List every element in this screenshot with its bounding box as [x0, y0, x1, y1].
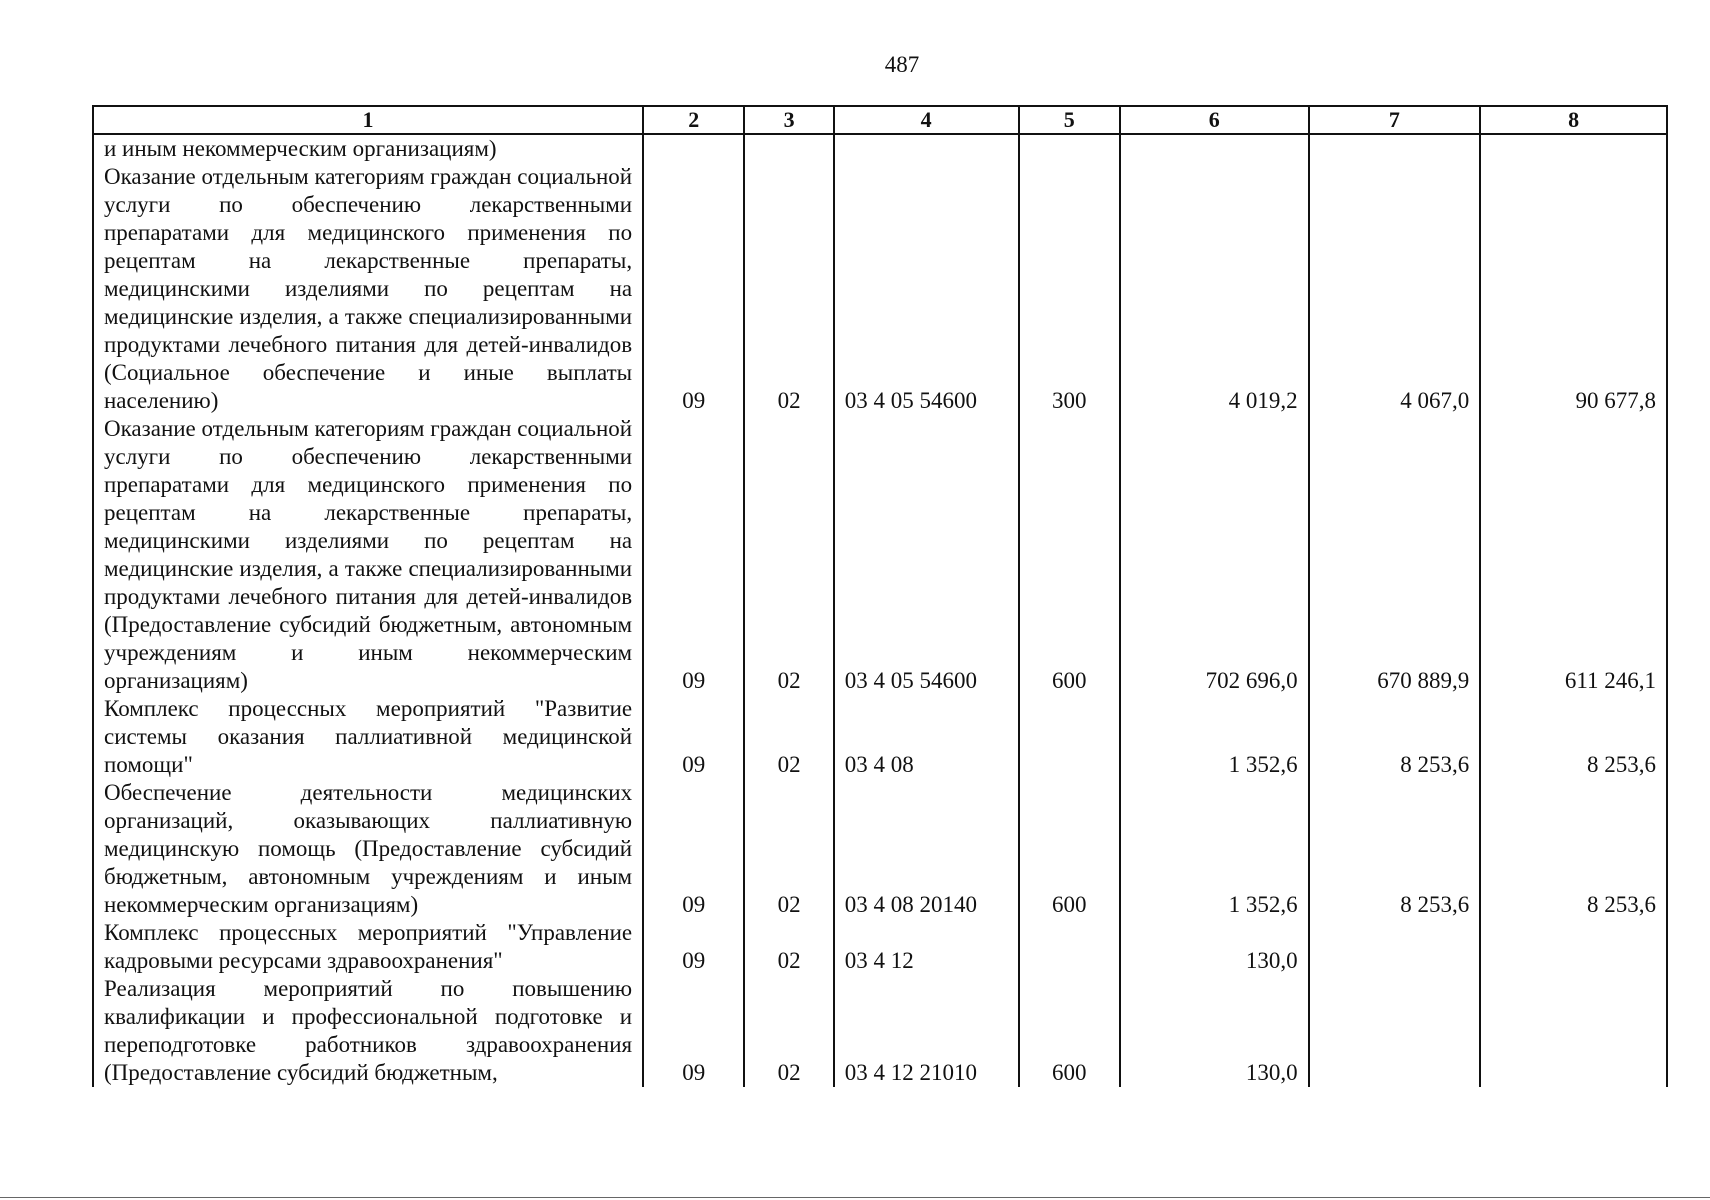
column-header: 4 [834, 106, 1019, 134]
cell-section: 09 [643, 779, 744, 919]
row-description: и иным некоммерческим организациям) [93, 134, 643, 163]
cell-section: 09 [643, 415, 744, 695]
cell-subsection: 02 [744, 695, 833, 779]
cell-expense-type: 600 [1019, 779, 1120, 919]
column-header: 6 [1120, 106, 1309, 134]
row-description: Комплекс процессных мероприятий "Развитие системы оказания паллиативной медицинской помощи" [93, 695, 643, 779]
row-description: Оказание отдельным категориям граждан социальной услуги по обеспечению лекарственными препаратами для медицинского применения по рецептам на лекарственные препараты, медицинскими изделиями по рецептам на медицинские изделия, а также специализированными продуктами лечебного питания для детей-инвалидов (Социальное обеспечение и иные выплаты населению) [93, 163, 643, 415]
cell-target-code [834, 134, 1019, 163]
table-row [93, 919, 1667, 975]
table-row [93, 975, 1667, 1087]
column-header: 7 [1309, 106, 1481, 134]
cell-target-code: 03 4 08 [834, 695, 1019, 779]
cell-section: 09 [643, 695, 744, 779]
cell-amount-col6 [1120, 134, 1309, 163]
cell-amount-col7: 4 067,0 [1309, 163, 1481, 415]
cell-subsection [744, 134, 833, 163]
cell-target-code: 03 4 12 [834, 919, 1019, 975]
cell-amount-col7: 8 253,6 [1309, 779, 1481, 919]
cell-amount-col6: 1 352,6 [1120, 695, 1309, 779]
table-row [93, 415, 1667, 695]
row-description: Реализация мероприятий по повышению квалификации и профессиональной подготовке и переподготовке работников здравоохранения (Предоставление субсидий бюджетным, [93, 975, 643, 1087]
row-description: Обеспечение деятельности медицинских организаций, оказывающих паллиативную медицинскую помощь (Предоставление субсидий бюджетным, автономным учреждениям и иным некоммерческим организациям) [93, 779, 643, 919]
table-header-row [93, 106, 1667, 134]
cell-expense-type: 600 [1019, 415, 1120, 695]
budget-table [92, 105, 1668, 1087]
table-row [93, 779, 1667, 919]
cell-expense-type [1019, 134, 1120, 163]
cell-amount-col8: 8 253,6 [1480, 695, 1667, 779]
cell-amount-col6: 130,0 [1120, 975, 1309, 1087]
cell-target-code: 03 4 08 20140 [834, 779, 1019, 919]
scan-bottom-rule [0, 1197, 1710, 1198]
cell-section: 09 [643, 919, 744, 975]
cell-subsection: 02 [744, 415, 833, 695]
page-number: 487 [884, 52, 920, 77]
column-header: 1 [93, 106, 643, 134]
cell-amount-col7 [1309, 919, 1481, 975]
cell-expense-type: 300 [1019, 163, 1120, 415]
cell-target-code: 03 4 05 54600 [834, 163, 1019, 415]
table-row [93, 134, 1667, 163]
column-header: 8 [1480, 106, 1667, 134]
cell-subsection: 02 [744, 975, 833, 1087]
column-header: 5 [1019, 106, 1120, 134]
cell-amount-col8: 8 253,6 [1480, 779, 1667, 919]
cell-amount-col8 [1480, 919, 1667, 975]
cell-section [643, 134, 744, 163]
cell-amount-col7 [1309, 134, 1481, 163]
cell-amount-col8 [1480, 975, 1667, 1087]
row-description: Оказание отдельным категориям граждан социальной услуги по обеспечению лекарственными препаратами для медицинского применения по рецептам на лекарственные препараты, медицинскими изделиями по рецептам на медицинские изделия, а также специализированными продуктами лечебного питания для детей-инвалидов (Предоставление субсидий бюджетным, автономным учреждениям и иным некоммерческим организациям) [93, 415, 643, 695]
cell-amount-col8: 611 246,1 [1480, 415, 1667, 695]
column-header: 2 [643, 106, 744, 134]
cell-section: 09 [643, 163, 744, 415]
table-row [93, 695, 1667, 779]
cell-subsection: 02 [744, 779, 833, 919]
column-header: 3 [744, 106, 833, 134]
row-description: Комплекс процессных мероприятий "Управление кадровыми ресурсами здравоохранения" [93, 919, 643, 975]
cell-amount-col8 [1480, 134, 1667, 163]
cell-amount-col6: 130,0 [1120, 919, 1309, 975]
cell-amount-col8: 90 677,8 [1480, 163, 1667, 415]
cell-amount-col6: 702 696,0 [1120, 415, 1309, 695]
cell-expense-type [1019, 695, 1120, 779]
cell-expense-type [1019, 919, 1120, 975]
cell-subsection: 02 [744, 163, 833, 415]
cell-amount-col6: 1 352,6 [1120, 779, 1309, 919]
cell-section: 09 [643, 975, 744, 1087]
table-row [93, 163, 1667, 415]
cell-amount-col6: 4 019,2 [1120, 163, 1309, 415]
cell-target-code: 03 4 05 54600 [834, 415, 1019, 695]
cell-expense-type: 600 [1019, 975, 1120, 1087]
cell-subsection: 02 [744, 919, 833, 975]
cell-amount-col7: 8 253,6 [1309, 695, 1481, 779]
cell-target-code: 03 4 12 21010 [834, 975, 1019, 1087]
cell-amount-col7: 670 889,9 [1309, 415, 1481, 695]
cell-amount-col7 [1309, 975, 1481, 1087]
